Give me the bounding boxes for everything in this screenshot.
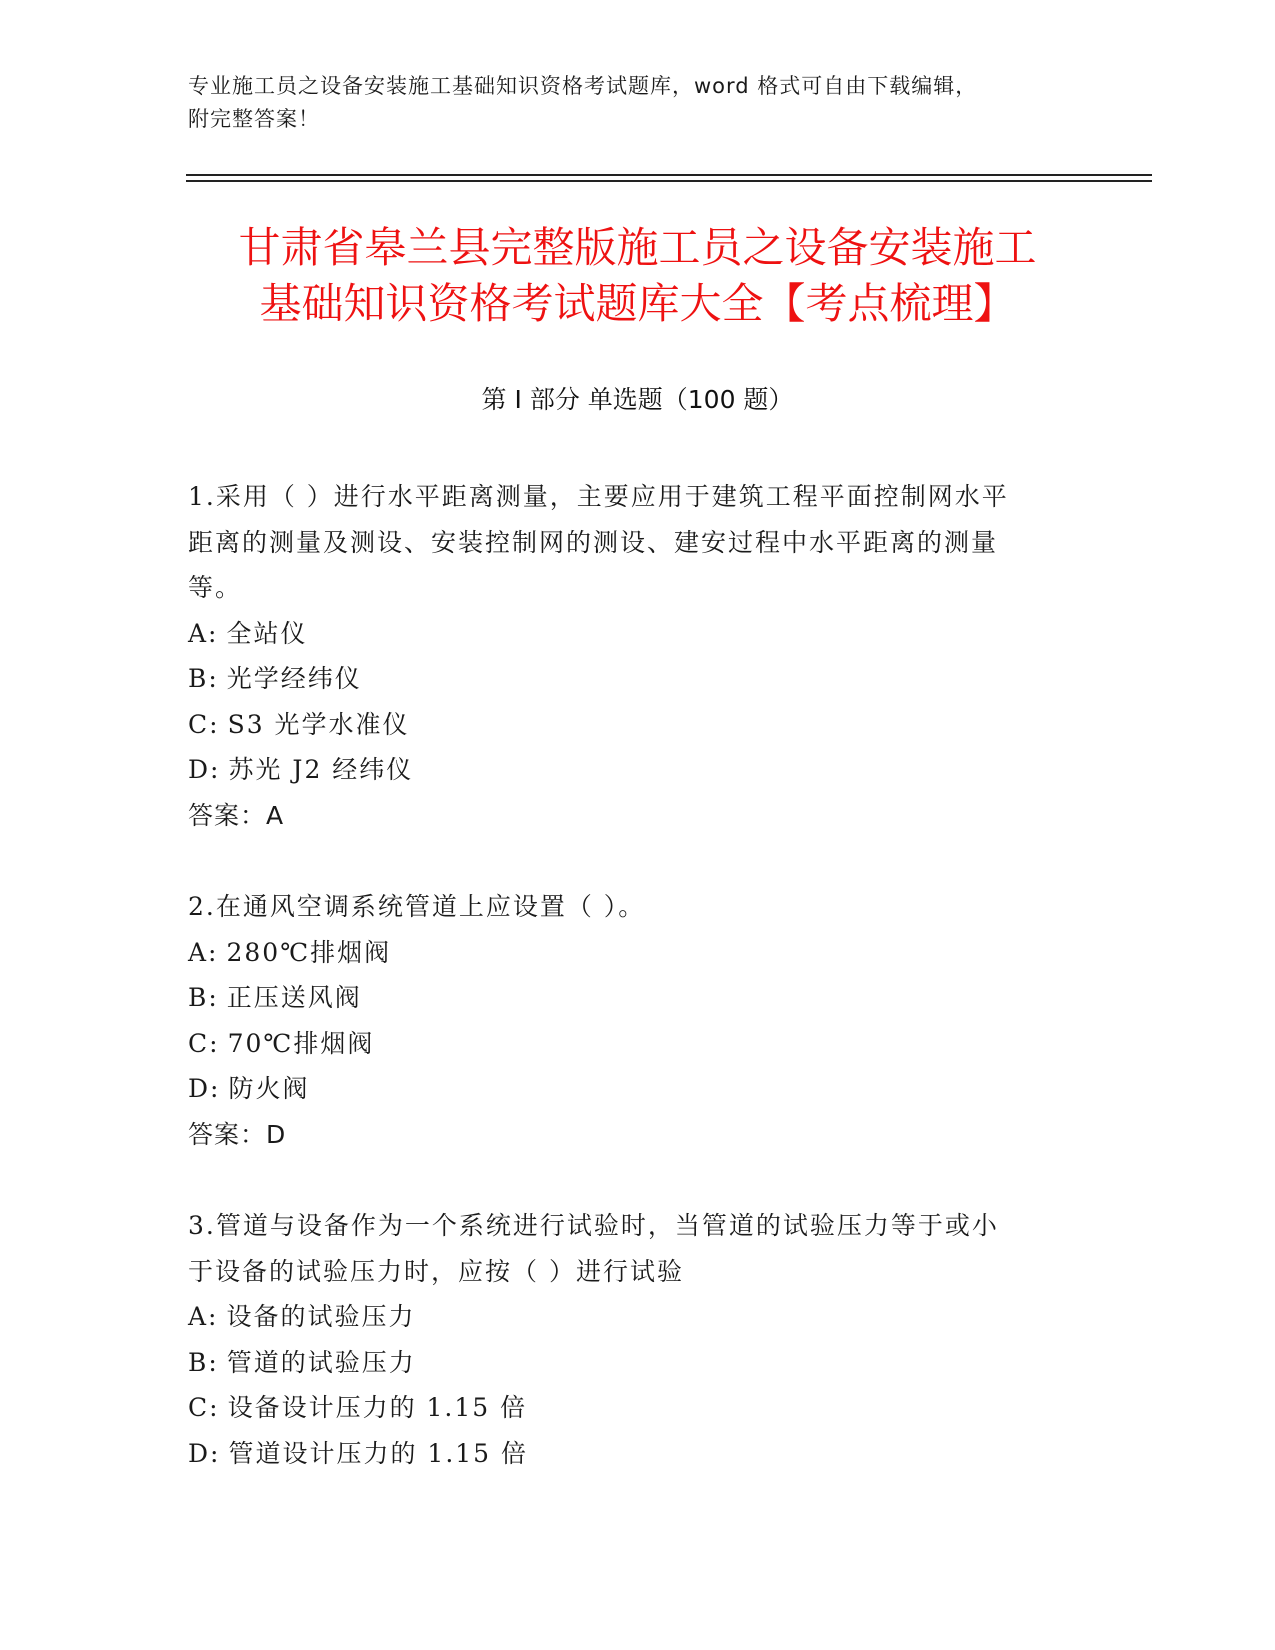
option-text: 光学经纬仪 [226,664,362,693]
question-text-line: 2.在通风空调系统管道上应设置（ ）。 [188,892,646,921]
option-item [188,747,1088,793]
option-item [188,702,1088,748]
option-label: C: [188,1028,220,1058]
option-label: A: [188,1302,219,1331]
option-text: 70℃排烟阀 [227,1028,375,1058]
answer-line [188,793,1088,839]
header-divider [186,174,1152,176]
question-text-line: 距离的测量及测设、安装控制网的测设、建安过程中水平距离的测量 [188,527,999,557]
header-note-line: 专业施工员之设备安装施工基础知识资格考试题库，word 格式可自由下载编辑， [188,74,978,98]
option-text: 设备的试验压力 [226,1302,416,1331]
option-item [188,930,1088,976]
option-label: D: [188,755,221,784]
option-label: A: [188,937,219,967]
option-item [188,975,1088,1021]
option-text: 正压送风阀 [226,983,362,1012]
question-text-line: 于设备的试验压力时，应按（ ）进行试验 [188,1256,684,1286]
option-text: 管道的试验压力 [226,1347,416,1377]
option-label: C: [188,709,220,739]
document-title-line: 甘肃省皋兰县完整版施工员之设备安装施工 [238,223,1037,272]
answer-line [188,1112,1088,1158]
question-list [188,474,1088,1522]
document-title [150,220,1125,332]
option-item [188,1066,1088,1112]
option-item [188,1294,1088,1340]
option-text: S3 光学水准仪 [227,709,410,739]
option-text: 280℃排烟阀 [226,937,392,967]
option-item [188,1021,1088,1067]
option-text: 设备设计压力的 1.15 倍 [227,1393,528,1422]
option-label: A: [188,618,219,648]
option-label: D: [188,1074,221,1103]
header-note-line: 附完整答案！ [188,107,320,131]
question-text-line: 1.采用（ ）进行水平距离测量，主要应用于建筑工程平面控制网水平 [188,482,1009,511]
option-item [188,1431,1088,1477]
answer-label: 答案： [188,1119,267,1149]
document-title-line: 基础知识资格考试题库大全【考点梳理】 [259,279,1016,328]
option-label: C: [188,1393,220,1422]
header-divider [186,180,1152,182]
question-text-line: 等。 [188,573,243,602]
section-heading: 第 I 部分 单选题（100 题） [481,385,794,414]
answer-value: D [266,1119,287,1149]
option-text: 苏光 J2 经纬仪 [228,755,414,784]
option-text: 全站仪 [226,618,308,648]
question-item [188,884,1088,1157]
option-item [188,656,1088,702]
option-text: 管道设计压力的 1.15 倍 [228,1438,529,1468]
option-item [188,1340,1088,1386]
question-item [188,1203,1088,1476]
option-text: 防火阀 [228,1074,310,1103]
option-item [188,1385,1088,1431]
option-label: B: [188,664,219,693]
header-note [188,70,1088,136]
option-label: D: [188,1438,221,1468]
option-label: B: [188,1347,219,1377]
answer-label: 答案： [188,800,267,830]
question-text-line: 3.管道与设备作为一个系统进行试验时，当管道的试验压力等于或小 [188,1211,999,1240]
answer-value: A [266,800,285,830]
option-label: B: [188,983,219,1012]
option-item [188,611,1088,657]
question-item [188,474,1088,838]
